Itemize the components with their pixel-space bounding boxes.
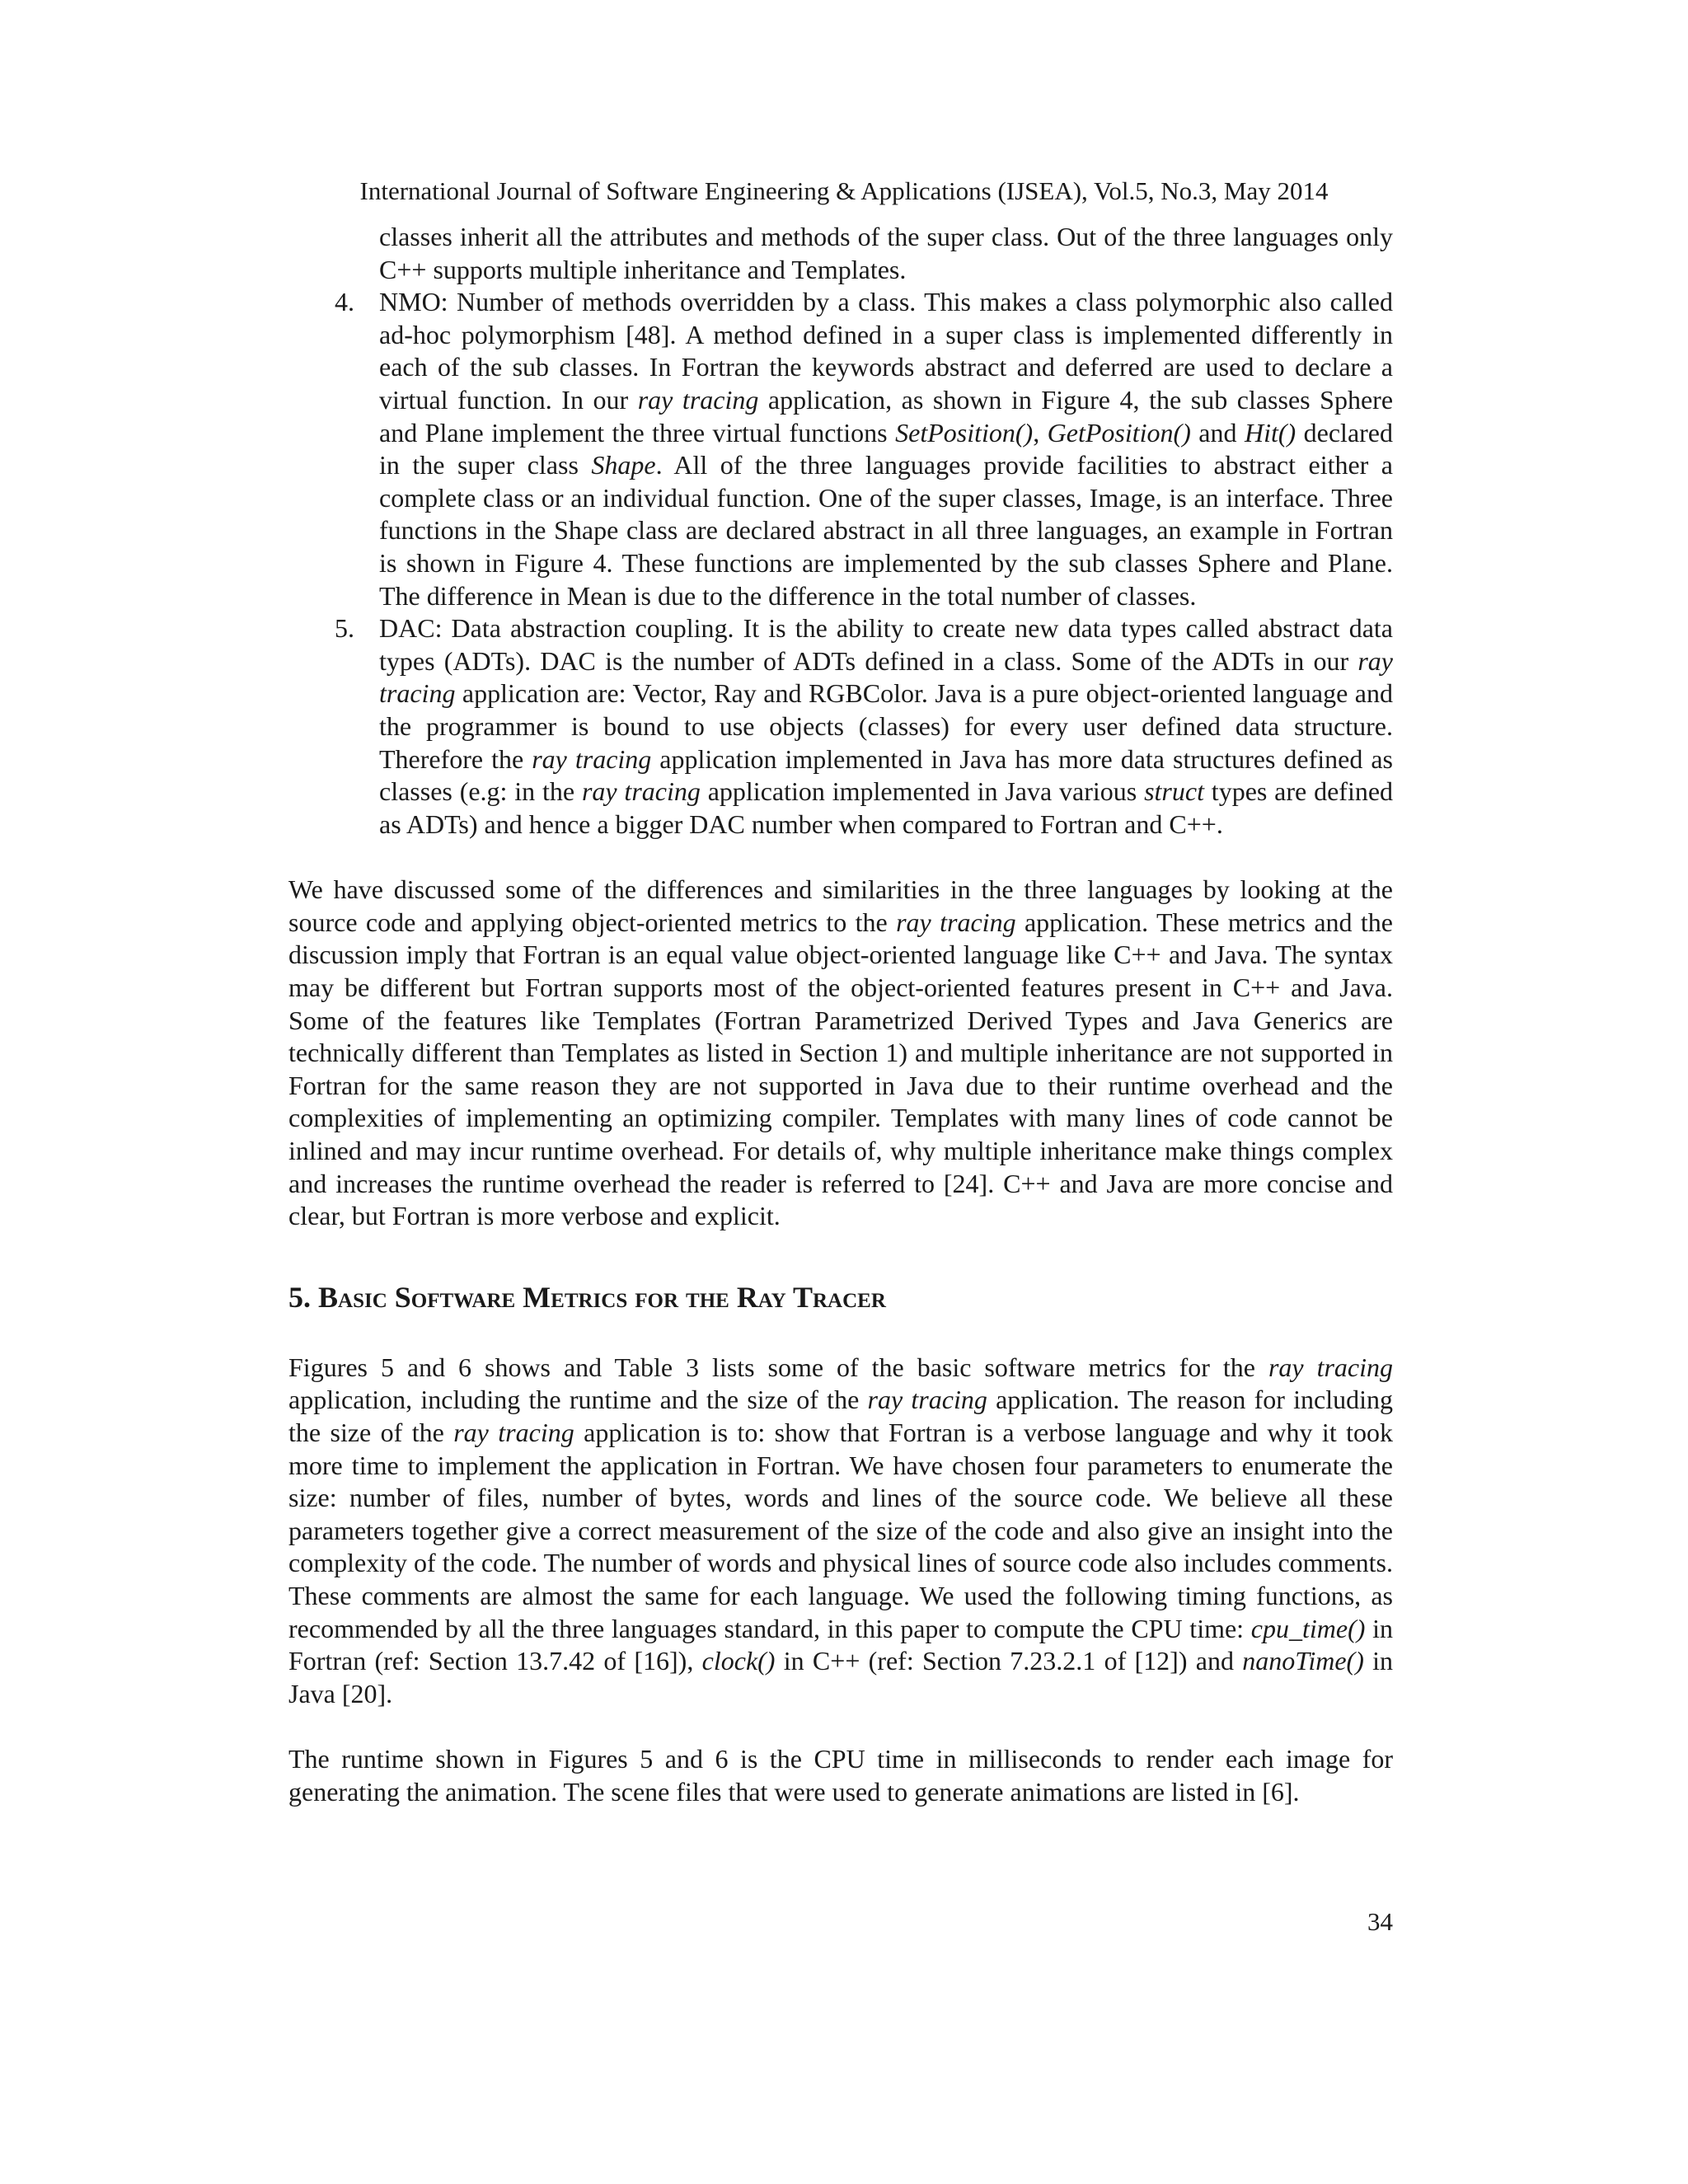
body-paragraph: Figures 5 and 6 shows and Table 3 lists some of the basic software metrics for the ray tracing application, including the runtime and the size of the ray tracing application. The reason for including the size of the ray tracing application is to: show that Fortran is a verbose language and why it took more time to implement the application in Fortran. We have chosen four parameters to enumerate the size: number of files, number of bytes, words and lines of the source code. We believe all these parameters together give a correct measurement of the size of the code and also give an insight into the complexity of the code. The number of words and physical lines of source code also includes comments. These comments are almost the same for each language. We used the following timing functions, as recommended by all the three languages standard, in this paper to compute the CPU time: cpu_time() in Fortran (ref: Section 13.7.42 of [16]), clock() in C++ (ref: Section 7.23.2.1 of [12]) and nanoTime() in Java [20]. xyxy=(288,1352,1394,1708)
body-paragraph: We have discussed some of the differences and similarities in the three languages by looking at the source code and applying object-oriented metrics to the ray tracing application. These metrics and the discussion imply that Fortran is an equal value object-oriented language like C++ and Java. The syntax may be different but Fortran supports most of the object-oriented features present in C++ and Java. Some of the features like Templates (Fortran Parametrized Derived Types and Java Generics are technically different than Templates as listed in Section 1) and multiple inheritance are not supported in Fortran for the same reason they are not supported in Java due to their runtime overhead and the complexities of implementing an optimizing compiler. Templates with many lines of code cannot be inlined and may incur runtime overhead. For details of, why multiple inheritance make things complex and increases the runtime overhead the reader is referred to [24]. C++ and Java are more concise and clear, but Fortran is more verbose and explicit. xyxy=(288,874,1394,1231)
page-number: 34 xyxy=(1367,1907,1393,1936)
list-item-number: 5. xyxy=(335,613,354,644)
list-item-text: NMO: Number of methods overridden by a class. This makes a class polymorphic also called ad-hoc polymorphism [48]. A method defined in a super class is implemented differently in each of the sub classes. In Fortran the keywords abstract and deferred are used to declare a virtual function. In our ray tracing application, as shown in Figure 4, the sub classes Sphere and Plane implement the three virtual functions SetPosition(), GetPosition() and Hit() declared in the super class Shape. All of the three languages provide facilities to abstract either a complete class or an individual function. One of the super classes, Image, is an interface. Three functions in the Shape class are declared abstract in all three languages, an example in Fortran is shown in Figure 4. These functions are implemented by the sub classes Sphere and Plane. The difference in Mean is due to the difference in the total number of classes. xyxy=(379,287,1394,611)
list-item-4 xyxy=(288,286,1393,612)
section-heading: 5. Basic Software Metrics for the Ray Tracer xyxy=(288,1280,886,1314)
list-item-number: 4. xyxy=(335,287,354,317)
list-item-text: DAC: Data abstraction coupling. It is the ability to create new data types called abstract data types (ADTs). DAC is the number of ADTs defined in a class. Some of the ADTs in our ray tracing application are: Vector, Ray and RGBColor. Java is a pure object-oriented language and the programmer is bound to use objects (classes) for every user defined data structure. Therefore the ray tracing application implemented in Java has more data structures defined as classes (e.g: in the ray tracing application implemented in Java various struct types are defined as ADTs) and hence a bigger DAC number when compared to Fortran and C++. xyxy=(379,613,1394,839)
list-item-5 xyxy=(288,612,1393,841)
page-body xyxy=(288,221,1393,1809)
body-paragraph: The runtime shown in Figures 5 and 6 is the CPU time in milliseconds to render each image for generating the animation. The scene files that were used to generate animations are listed in [6]. xyxy=(288,1744,1393,1807)
list-continuation: classes inherit all the attributes and methods of the super class. Out of the three languages only C++ supports multiple inheritance and Templates. xyxy=(379,222,1393,284)
journal-header: International Journal of Software Engineering & Applications (IJSEA), Vol.5, No.3, May 2014 xyxy=(359,176,1329,205)
